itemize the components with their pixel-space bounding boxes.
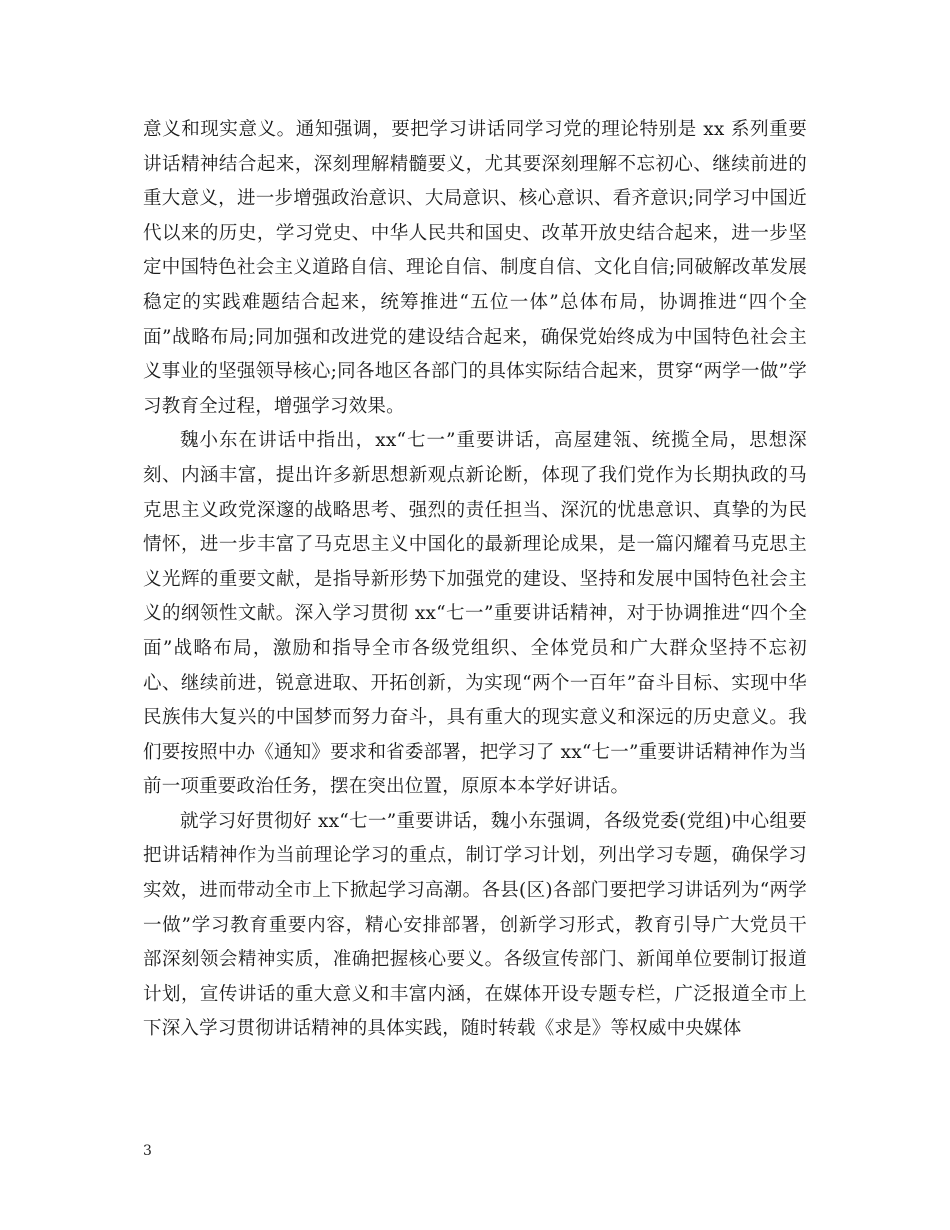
page-number: 3 [143, 1143, 152, 1159]
document-body [143, 113, 807, 1047]
paragraph-2: 魏小东在讲话中指出，xx“七一”重要讲话，高屋建瓴、统揽全局，思想深刻、内涵丰富，提出许多新思想新观点新论断，体现了我们党作为长期执政的马克思主义政党深邃的战略思考、强烈的责任担当、深沉的忧患意识、真挚的为民情怀，进一步丰富了马克思主义中国化的最新理论成果，是一篇闪耀着马克思主义光辉的重要文献，是指导新形势下加强党的建设、坚持和发展中国特色社会主义的纲领性文献。深入学习贯彻 xx“七一”重要讲话精神，对于协调推进“四个全面”战略布局，激励和指导全市各级党组织、全体党员和广大群众坚持不忘初心、继续前进，锐意进取、开拓创新，为实现“两个一百年”奋斗目标、实现中华民族伟大复兴的中国梦而努力奋斗，具有重大的现实意义和深远的历史意义。我们要按照中办《通知》要求和省委部署，把学习了 xx“七一”重要讲话精神作为当前一项重要政治任务，摆在突出位置，原原本本学好讲话。 [143, 430, 807, 798]
paragraph-3: 就学习好贯彻好 xx“七一”重要讲话，魏小东强调，各级党委(党组)中心组要把讲话精神作为当前理论学习的重点，制订学习计划，列出学习专题，确保学习实效，进而带动全市上下掀起学习高潮。各县(区)各部门要把学习讲话列为“两学一做”学习教育重要内容，精心安排部署，创新学习形式，教育引导广大党员干部深刻领会精神实质，准确把握核心要义。各级宣传部门、新闻单位要制订报道计划，宣传讲话的重大意义和丰富内涵，在媒体开设专题专栏，广泛报道全市上下深入学习贯彻讲话精神的具体实践，随时转载《求是》等权威中央媒体 [143, 810, 807, 1040]
paragraph-1: 意义和现实意义。通知强调，要把学习讲话同学习党的理论特别是 xx 系列重要讲话精神结合起来，深刻理解精髓要义，尤其要深刻理解不忘初心、继续前进的重大意义，进一步增强政治意识、大局意识、核心意识、看齐意识;同学习中国近代以来的历史，学习党史、中华人民共和国史、改革开放史结合起来，进一步坚定中国特色社会主义道路自信、理论自信、制度自信、文化自信;同破解改革发展稳定的实践难题结合起来，统筹推进“五位一体”总体布局，协调推进“四个全面”战略布局;同加强和改进党的建设结合起来，确保党始终成为中国特色社会主义事业的坚强领导核心;同各地区各部门的具体实际结合起来，贯穿“两学一做”学习教育全过程，增强学习效果。 [143, 119, 807, 417]
